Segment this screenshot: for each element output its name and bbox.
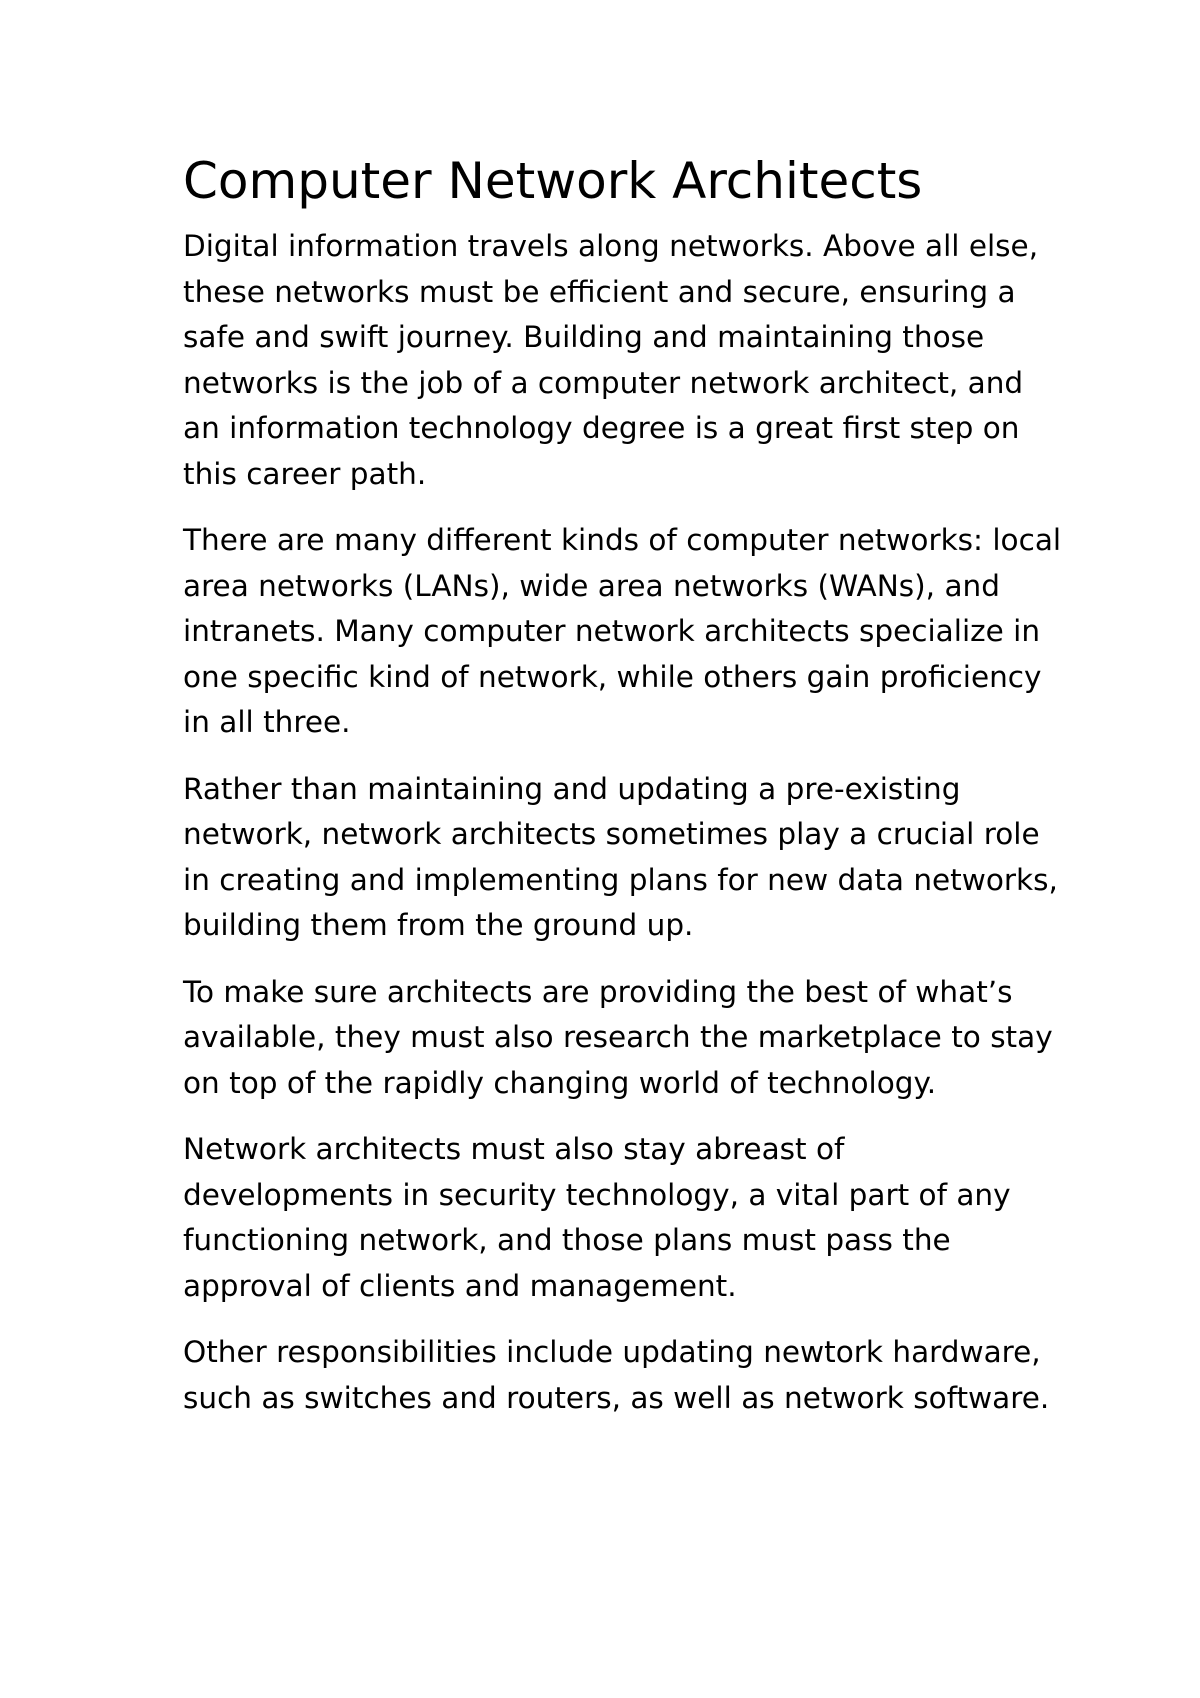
- paragraph-network-types: There are many different kinds of computer networks: local area networks (LANs), wide area networks (WANs), and intranets. Many computer network architects specialize in one specific kind of network, while others gain proficiency in all three.: [183, 523, 1062, 739]
- document-page: [183, 150, 1063, 1442]
- paragraph-research: To make sure architects are providing the best of what’s available, they must also research the marketplace to stay on top of the rapidly changing world of technology.: [183, 974, 1053, 1100]
- paragraph-intro: Digital information travels along networks. Above all else, these networks must be efficient and secure, ensuring a safe and swift journey. Building and maintaining those networks is the job of a computer network architect, and an information technology degree is a great first step on this career path.: [183, 229, 1039, 491]
- page-title: Computer Network Architects: [183, 152, 923, 210]
- paragraph-security: Network architects must also stay abreast of developments in security technology, a vital part of any functioning network, and those plans must pass the approval of clients and management.: [183, 1132, 1011, 1303]
- paragraph-other-responsibilities: Other responsibilities include updating newtork hardware, such as switches and routers, as well as network software.: [183, 1335, 1050, 1415]
- paragraph-new-networks: Rather than maintaining and updating a pre-existing network, network architects sometimes play a crucial role in creating and implementing plans for new data networks, building them from the ground up.: [183, 771, 1058, 942]
